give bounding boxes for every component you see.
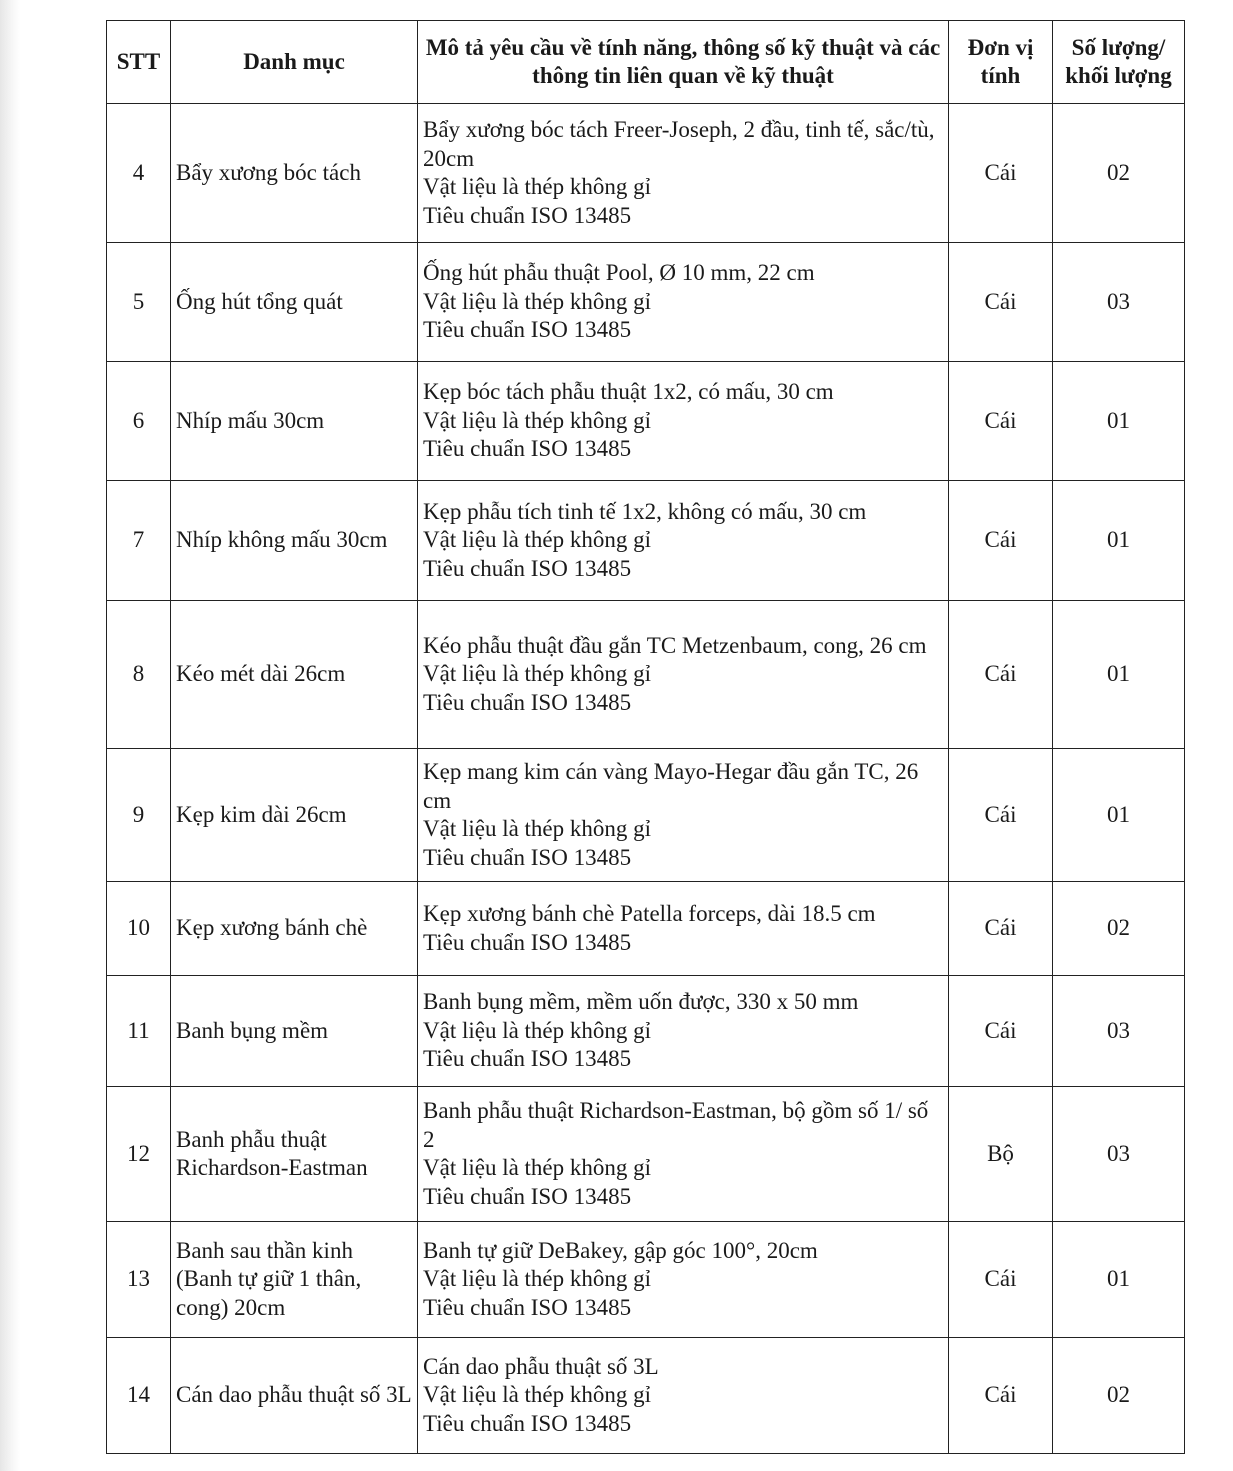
- table-row: [107, 1338, 1185, 1454]
- table-row: [107, 362, 1185, 481]
- description-line: Tiêu chuẩn ISO 13485: [423, 929, 632, 955]
- row-unit: Cái: [949, 1338, 1053, 1454]
- scan-edge-shadow: [0, 0, 20, 1471]
- row-quantity: 01: [1053, 362, 1185, 481]
- row-unit: Cái: [949, 882, 1053, 976]
- description-line: Tiêu chuẩn ISO 13485: [423, 202, 632, 228]
- description-line: Vật liệu là thép không gỉ: [423, 816, 652, 841]
- row-stt: 14: [107, 1338, 171, 1454]
- description-line: Kẹp xương bánh chè Patella forceps, dài 18.5 cm: [423, 901, 876, 926]
- description-line: Bẩy xương bóc tách Freer-Joseph, 2 đầu, tinh tế, sắc/tù, 20cm: [423, 117, 935, 171]
- row-quantity: 01: [1053, 1222, 1185, 1338]
- row-category: Kẹp kim dài 26cm: [171, 749, 418, 882]
- row-category: Banh phẫu thuật Richardson-Eastman: [171, 1087, 418, 1222]
- description-line: Tiêu chuẩn ISO 13485: [423, 1410, 632, 1436]
- description-line: Tiêu chuẩn ISO 13485: [423, 436, 632, 462]
- description-line: Banh tự giữ DeBakey, gập góc 100°, 20cm: [423, 1237, 818, 1263]
- row-description: [418, 1222, 949, 1338]
- description-line: Vật liệu là thép không gỉ: [423, 1017, 652, 1043]
- row-unit: Cái: [949, 243, 1053, 362]
- row-description: [418, 362, 949, 481]
- description-line: Tiêu chuẩn ISO 13485: [423, 689, 632, 715]
- description-line: Tiêu chuẩn ISO 13485: [423, 1046, 632, 1072]
- description-line: Vật liệu là thép không gỉ: [423, 1382, 652, 1408]
- row-quantity: 03: [1053, 976, 1185, 1087]
- row-unit: Cái: [949, 601, 1053, 749]
- row-quantity: 03: [1053, 243, 1185, 362]
- equipment-spec-table: [106, 20, 1185, 1454]
- description-line: Kéo phẫu thuật đầu gắn TC Metzenbaum, cong, 26 cm: [423, 632, 927, 658]
- row-category: Bẩy xương bóc tách: [171, 104, 418, 243]
- row-stt: 11: [107, 976, 171, 1087]
- header-unit: Đơn vị tính: [949, 21, 1053, 104]
- header-category: Danh mục: [171, 21, 418, 104]
- row-description: [418, 104, 949, 243]
- row-description: [418, 976, 949, 1087]
- description-line: Banh bụng mềm, mềm uốn được, 330 x 50 mm: [423, 989, 859, 1015]
- row-quantity: 02: [1053, 1338, 1185, 1454]
- table-row: [107, 481, 1185, 601]
- row-unit: Bộ: [949, 1087, 1053, 1222]
- table-row: [107, 243, 1185, 362]
- description-line: Vật liệu là thép không gỉ: [423, 1155, 652, 1180]
- row-stt: 13: [107, 1222, 171, 1338]
- row-unit: Cái: [949, 1222, 1053, 1338]
- row-category: Nhíp không mấu 30cm: [171, 481, 418, 601]
- row-stt: 6: [107, 362, 171, 481]
- row-stt: 7: [107, 481, 171, 601]
- table-row: [107, 882, 1185, 976]
- row-category: Nhíp mấu 30cm: [171, 362, 418, 481]
- description-line: Cán dao phẫu thuật số 3L: [423, 1353, 659, 1379]
- description-line: Tiêu chuẩn ISO 13485: [423, 317, 632, 343]
- row-quantity: 03: [1053, 1087, 1185, 1222]
- table-row: [107, 1222, 1185, 1338]
- row-category: Ống hút tổng quát: [171, 243, 418, 362]
- description-line: Vật liệu là thép không gỉ: [423, 407, 652, 433]
- row-unit: Cái: [949, 481, 1053, 601]
- row-category: Banh bụng mềm: [171, 976, 418, 1087]
- row-stt: 9: [107, 749, 171, 882]
- row-stt: 12: [107, 1087, 171, 1222]
- row-unit: Cái: [949, 104, 1053, 243]
- row-description: [418, 1087, 949, 1222]
- row-quantity: 02: [1053, 104, 1185, 243]
- row-description: [418, 601, 949, 749]
- row-unit: Cái: [949, 749, 1053, 882]
- row-description: [418, 749, 949, 882]
- row-stt: 4: [107, 104, 171, 243]
- description-line: Kẹp mang kim cán vàng Mayo-Hegar đầu gắn TC, 26 cm: [423, 759, 919, 813]
- row-category: Banh sau thần kinh (Banh tự giữ 1 thân, cong) 20cm: [171, 1222, 418, 1338]
- row-stt: 10: [107, 882, 171, 976]
- description-line: Vật liệu là thép không gỉ: [423, 661, 652, 687]
- row-category: Cán dao phẫu thuật số 3L: [171, 1338, 418, 1454]
- row-description: [418, 882, 949, 976]
- row-category: Kéo mét dài 26cm: [171, 601, 418, 749]
- header-description: Mô tả yêu cầu về tính năng, thông số kỹ thuật và các thông tin liên quan về kỹ thuật: [418, 21, 949, 104]
- row-description: [418, 243, 949, 362]
- row-description: [418, 1338, 949, 1454]
- description-line: Tiêu chuẩn ISO 13485: [423, 1294, 632, 1320]
- description-line: Vật liệu là thép không gỉ: [423, 288, 652, 314]
- row-quantity: 01: [1053, 601, 1185, 749]
- description-line: Kẹp phẫu tích tinh tế 1x2, không có mấu, 30 cm: [423, 498, 867, 524]
- row-stt: 8: [107, 601, 171, 749]
- row-quantity: 01: [1053, 481, 1185, 601]
- description-line: Vật liệu là thép không gỉ: [423, 1266, 652, 1292]
- row-quantity: 01: [1053, 749, 1185, 882]
- row-unit: Cái: [949, 362, 1053, 481]
- table-row: [107, 749, 1185, 882]
- table-row: [107, 104, 1185, 243]
- row-quantity: 02: [1053, 882, 1185, 976]
- header-stt: STT: [107, 21, 171, 104]
- description-line: Tiêu chuẩn ISO 13485: [423, 1183, 632, 1209]
- row-description: [418, 481, 949, 601]
- description-line: Tiêu chuẩn ISO 13485: [423, 555, 632, 581]
- description-line: Ống hút phẫu thuật Pool, Ø 10 mm, 22 cm: [423, 260, 815, 286]
- description-line: Tiêu chuẩn ISO 13485: [423, 844, 632, 870]
- description-line: Banh phẫu thuật Richardson-Eastman, bộ gồm số 1/ số 2: [423, 1098, 929, 1152]
- row-category: Kẹp xương bánh chè: [171, 882, 418, 976]
- table-row: [107, 601, 1185, 749]
- header-row: [107, 21, 1185, 104]
- row-stt: 5: [107, 243, 171, 362]
- description-line: Vật liệu là thép không gỉ: [423, 174, 652, 199]
- description-line: Kẹp bóc tách phẫu thuật 1x2, có mấu, 30 cm: [423, 379, 834, 405]
- table-row: [107, 1087, 1185, 1222]
- table-row: [107, 976, 1185, 1087]
- header-quantity: Số lượng/ khối lượng: [1053, 21, 1185, 104]
- description-line: Vật liệu là thép không gỉ: [423, 527, 652, 553]
- row-unit: Cái: [949, 976, 1053, 1087]
